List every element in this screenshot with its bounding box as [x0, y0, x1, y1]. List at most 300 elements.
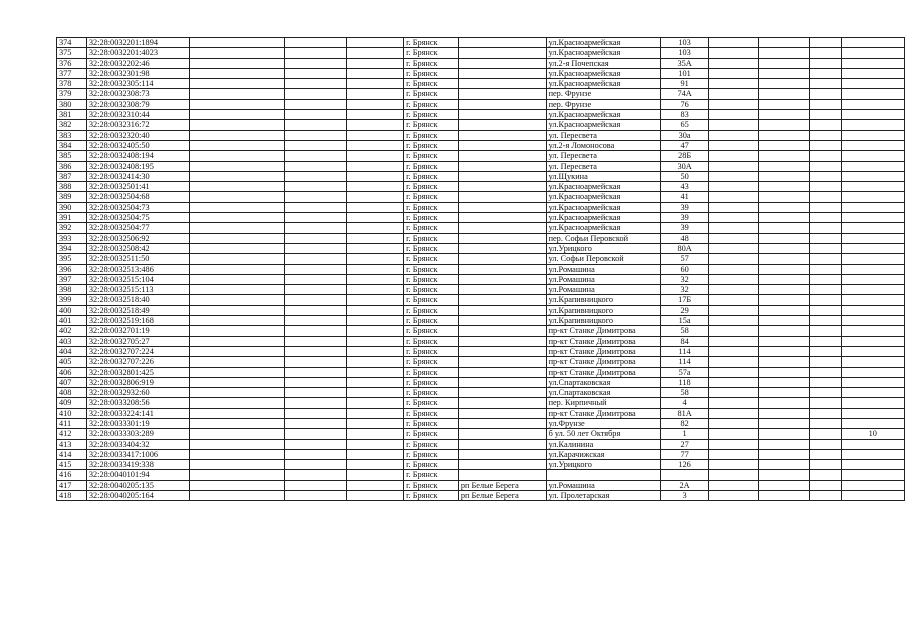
cell-city: г. Брянск [404, 254, 459, 264]
cell-settlement [458, 140, 546, 150]
cell-extra [841, 171, 904, 181]
cell-blank-f [809, 99, 841, 109]
table-row [57, 470, 905, 480]
cell-blank-e [759, 460, 809, 470]
cell-blank-d [708, 192, 758, 202]
cell-extra [841, 202, 904, 212]
cell-extra [841, 161, 904, 171]
cell-city: г. Брянск [404, 192, 459, 202]
cell-blank-e [759, 418, 809, 428]
cell-blank-a [190, 480, 285, 490]
cell-city: г. Брянск [404, 408, 459, 418]
cell-blank-c [346, 48, 403, 58]
cell-blank-f [809, 346, 841, 356]
cell-settlement [458, 326, 546, 336]
cell-blank-c [346, 99, 403, 109]
cell-blank-a [190, 305, 285, 315]
table-row [57, 460, 905, 470]
table-row [57, 480, 905, 490]
cell-city: г. Брянск [404, 274, 459, 284]
cell-blank-c [346, 120, 403, 130]
cell-cadastral: 32:28:0032201:4023 [86, 48, 190, 58]
cell-city: г. Брянск [404, 439, 459, 449]
cell-blank-a [190, 274, 285, 284]
cell-blank-f [809, 418, 841, 428]
cell-cadastral: 32:28:0040205:164 [86, 491, 190, 501]
table-row [57, 429, 905, 439]
cell-blank-b [285, 480, 346, 490]
cell-street: ул.Крапивницкого [546, 295, 661, 305]
cell-blank-d [708, 274, 758, 284]
cell-blank-c [346, 140, 403, 150]
cell-blank-b [285, 429, 346, 439]
cell-street: ул.Ромашина [546, 480, 661, 490]
cell-city: г. Брянск [404, 418, 459, 428]
cell-blank-a [190, 120, 285, 130]
cell-blank-f [809, 68, 841, 78]
cell-blank-b [285, 243, 346, 253]
cell-blank-f [809, 243, 841, 253]
cell-settlement [458, 449, 546, 459]
table-row [57, 130, 905, 140]
cell-blank-a [190, 346, 285, 356]
cell-blank-a [190, 58, 285, 68]
cell-city: г. Брянск [404, 480, 459, 490]
cell-blank-f [809, 336, 841, 346]
cell-num: 402 [57, 326, 87, 336]
cell-cadastral: 32:28:0032308:73 [86, 89, 190, 99]
cell-blank-f [809, 192, 841, 202]
cell-num: 403 [57, 336, 87, 346]
cell-blank-a [190, 38, 285, 48]
cell-street: ул.Красноармейская [546, 120, 661, 130]
cell-house: 80А [661, 243, 709, 253]
cell-city: г. Брянск [404, 89, 459, 99]
cell-cadastral: 32:28:0032932:60 [86, 388, 190, 398]
cell-blank-f [809, 305, 841, 315]
cell-blank-a [190, 398, 285, 408]
cell-extra [841, 336, 904, 346]
cell-extra [841, 460, 904, 470]
cell-city: г. Брянск [404, 388, 459, 398]
cell-city: г. Брянск [404, 120, 459, 130]
cell-settlement [458, 357, 546, 367]
cell-city: г. Брянск [404, 429, 459, 439]
cell-blank-d [708, 418, 758, 428]
cell-extra [841, 130, 904, 140]
cell-num: 404 [57, 346, 87, 356]
cell-house: 15а [661, 316, 709, 326]
cell-cadastral: 32:28:0032308:79 [86, 99, 190, 109]
cell-extra [841, 182, 904, 192]
cell-blank-d [708, 491, 758, 501]
cell-street: ул. Пересвета [546, 130, 661, 140]
cell-house: 84 [661, 336, 709, 346]
table-row [57, 202, 905, 212]
cell-extra [841, 140, 904, 150]
cell-blank-d [708, 285, 758, 295]
cell-extra [841, 223, 904, 233]
cell-num: 380 [57, 99, 87, 109]
cell-settlement [458, 79, 546, 89]
cell-blank-b [285, 79, 346, 89]
cell-cadastral: 32:28:0032501:41 [86, 182, 190, 192]
cell-blank-f [809, 171, 841, 181]
cell-blank-e [759, 79, 809, 89]
cell-street: ул.Ромашина [546, 274, 661, 284]
cell-blank-b [285, 192, 346, 202]
cell-num: 417 [57, 480, 87, 490]
cell-num: 384 [57, 140, 87, 150]
cell-city: г. Брянск [404, 182, 459, 192]
cell-blank-a [190, 408, 285, 418]
cell-blank-e [759, 58, 809, 68]
cell-num: 387 [57, 171, 87, 181]
cell-num: 416 [57, 470, 87, 480]
cell-blank-c [346, 213, 403, 223]
cell-house: 29 [661, 305, 709, 315]
cell-street: ул.Красноармейская [546, 213, 661, 223]
cell-blank-f [809, 377, 841, 387]
cell-house: 65 [661, 120, 709, 130]
cell-num: 382 [57, 120, 87, 130]
cell-cadastral: 32:28:0033208:56 [86, 398, 190, 408]
cadastral-register-table [56, 37, 905, 501]
cell-blank-e [759, 408, 809, 418]
cell-blank-e [759, 398, 809, 408]
cell-blank-b [285, 140, 346, 150]
cell-extra [841, 274, 904, 284]
cell-blank-e [759, 491, 809, 501]
cell-blank-d [708, 367, 758, 377]
table-row [57, 254, 905, 264]
cell-blank-a [190, 357, 285, 367]
table-row [57, 140, 905, 150]
cell-blank-a [190, 140, 285, 150]
cell-blank-e [759, 305, 809, 315]
table-row [57, 439, 905, 449]
cell-blank-b [285, 326, 346, 336]
cell-blank-d [708, 305, 758, 315]
table-row [57, 408, 905, 418]
cell-settlement [458, 213, 546, 223]
cell-blank-c [346, 346, 403, 356]
cell-num: 391 [57, 213, 87, 223]
cell-cadastral: 32:28:0032506:92 [86, 233, 190, 243]
cell-street: пер. Кирпичный [546, 398, 661, 408]
cell-num: 392 [57, 223, 87, 233]
cell-blank-a [190, 418, 285, 428]
cell-blank-e [759, 99, 809, 109]
table-row [57, 182, 905, 192]
cell-house: 58 [661, 326, 709, 336]
cell-extra [841, 346, 904, 356]
cell-house: 32 [661, 274, 709, 284]
cell-blank-c [346, 243, 403, 253]
cell-blank-a [190, 110, 285, 120]
cell-extra [841, 264, 904, 274]
table-row [57, 316, 905, 326]
cell-extra [841, 110, 904, 120]
cell-blank-d [708, 264, 758, 274]
cell-settlement [458, 470, 546, 480]
cell-blank-b [285, 264, 346, 274]
cell-extra [841, 151, 904, 161]
cell-blank-c [346, 439, 403, 449]
cell-extra [841, 408, 904, 418]
cell-blank-f [809, 491, 841, 501]
cell-blank-a [190, 202, 285, 212]
cell-blank-c [346, 254, 403, 264]
cell-settlement [458, 58, 546, 68]
cell-blank-b [285, 316, 346, 326]
table-row [57, 295, 905, 305]
cell-settlement [458, 336, 546, 346]
cell-num: 418 [57, 491, 87, 501]
cell-house: 82 [661, 418, 709, 428]
cell-street: ул. Пересвета [546, 161, 661, 171]
cell-house: 48 [661, 233, 709, 243]
cell-blank-c [346, 449, 403, 459]
cell-house: 103 [661, 48, 709, 58]
cell-cadastral: 32:28:0032316:72 [86, 120, 190, 130]
cell-blank-f [809, 449, 841, 459]
cell-cadastral: 32:28:0032701:19 [86, 326, 190, 336]
cell-extra [841, 480, 904, 490]
cell-city: г. Брянск [404, 491, 459, 501]
cell-settlement [458, 254, 546, 264]
cell-cadastral: 32:28:0033301:19 [86, 418, 190, 428]
cell-blank-c [346, 182, 403, 192]
cell-extra [841, 439, 904, 449]
cell-settlement [458, 130, 546, 140]
cell-extra [841, 243, 904, 253]
cell-street: ул.2-я Ломоносова [546, 140, 661, 150]
cell-blank-e [759, 285, 809, 295]
cell-city: г. Брянск [404, 243, 459, 253]
cell-blank-c [346, 58, 403, 68]
cell-house: 28Б [661, 151, 709, 161]
cell-blank-d [708, 408, 758, 418]
cell-cadastral: 32:28:0032201:1894 [86, 38, 190, 48]
cell-cadastral: 32:28:0032202:46 [86, 58, 190, 68]
cell-blank-a [190, 254, 285, 264]
cell-city: г. Брянск [404, 110, 459, 120]
cell-blank-b [285, 89, 346, 99]
cell-house: 47 [661, 140, 709, 150]
cell-blank-e [759, 120, 809, 130]
cell-blank-d [708, 223, 758, 233]
cell-extra [841, 68, 904, 78]
cell-blank-b [285, 346, 346, 356]
cell-blank-d [708, 213, 758, 223]
cell-blank-c [346, 388, 403, 398]
cell-blank-e [759, 367, 809, 377]
cell-house: 3 [661, 491, 709, 501]
cell-num: 397 [57, 274, 87, 284]
cell-cadastral: 32:28:0032705:27 [86, 336, 190, 346]
cell-cadastral: 32:28:0032508:42 [86, 243, 190, 253]
cell-blank-e [759, 213, 809, 223]
cell-blank-f [809, 326, 841, 336]
cell-cadastral: 32:28:0032504:75 [86, 213, 190, 223]
cell-cadastral: 32:28:0032806:919 [86, 377, 190, 387]
cell-settlement [458, 110, 546, 120]
table-row [57, 99, 905, 109]
cell-house: 81А [661, 408, 709, 418]
cell-street: ул.Карачижская [546, 449, 661, 459]
cell-blank-f [809, 48, 841, 58]
cell-blank-f [809, 285, 841, 295]
cell-blank-c [346, 326, 403, 336]
cell-house: 114 [661, 357, 709, 367]
cell-blank-d [708, 120, 758, 130]
cell-settlement [458, 171, 546, 181]
cell-settlement [458, 367, 546, 377]
cell-cadastral: 32:28:0033404:32 [86, 439, 190, 449]
cell-settlement [458, 233, 546, 243]
cell-house: 76 [661, 99, 709, 109]
cell-settlement [458, 460, 546, 470]
cell-blank-a [190, 285, 285, 295]
cell-blank-b [285, 418, 346, 428]
cell-extra [841, 285, 904, 295]
cell-house: 101 [661, 68, 709, 78]
cell-settlement [458, 305, 546, 315]
cell-street: пр-кт Станке Димитрова [546, 367, 661, 377]
cell-street: ул.Урицкого [546, 243, 661, 253]
cell-extra [841, 58, 904, 68]
cell-city: г. Брянск [404, 285, 459, 295]
cell-city: г. Брянск [404, 449, 459, 459]
cell-blank-c [346, 202, 403, 212]
cell-blank-e [759, 264, 809, 274]
cell-cadastral: 32:28:0032801:425 [86, 367, 190, 377]
cell-extra [841, 89, 904, 99]
cell-house: 2А [661, 480, 709, 490]
table-row [57, 38, 905, 48]
cell-blank-e [759, 316, 809, 326]
cell-blank-c [346, 89, 403, 99]
cell-house: 35А [661, 58, 709, 68]
cell-blank-c [346, 357, 403, 367]
cell-blank-f [809, 161, 841, 171]
cell-blank-d [708, 377, 758, 387]
cell-settlement [458, 38, 546, 48]
cell-blank-f [809, 367, 841, 377]
cell-num: 389 [57, 192, 87, 202]
cell-street: пр-кт Станке Димитрова [546, 346, 661, 356]
cell-blank-c [346, 171, 403, 181]
cell-city: г. Брянск [404, 171, 459, 181]
cell-settlement [458, 264, 546, 274]
cell-settlement [458, 295, 546, 305]
cell-blank-c [346, 491, 403, 501]
cell-blank-a [190, 171, 285, 181]
cell-blank-d [708, 388, 758, 398]
cell-city: г. Брянск [404, 202, 459, 212]
cell-blank-f [809, 274, 841, 284]
table-row [57, 58, 905, 68]
cell-blank-b [285, 48, 346, 58]
cell-settlement [458, 161, 546, 171]
cell-blank-d [708, 171, 758, 181]
table-row [57, 388, 905, 398]
cell-street: пр-кт Станке Димитрова [546, 336, 661, 346]
cell-street: пер. Фрунзе [546, 99, 661, 109]
cell-city: г. Брянск [404, 295, 459, 305]
table-row [57, 79, 905, 89]
cell-city: г. Брянск [404, 316, 459, 326]
cell-blank-a [190, 470, 285, 480]
table-row [57, 192, 905, 202]
cell-extra [841, 48, 904, 58]
cell-street: ул.Красноармейская [546, 79, 661, 89]
cell-blank-b [285, 398, 346, 408]
register-page [56, 37, 905, 501]
cell-blank-b [285, 460, 346, 470]
cell-blank-a [190, 460, 285, 470]
cell-blank-d [708, 161, 758, 171]
cell-city: г. Брянск [404, 38, 459, 48]
cell-blank-a [190, 367, 285, 377]
table-row [57, 398, 905, 408]
cell-street: ул.Красноармейская [546, 110, 661, 120]
cell-blank-d [708, 79, 758, 89]
cell-extra [841, 326, 904, 336]
cell-blank-a [190, 89, 285, 99]
cell-settlement [458, 192, 546, 202]
cell-settlement [458, 202, 546, 212]
cell-city: г. Брянск [404, 213, 459, 223]
cell-blank-b [285, 213, 346, 223]
cell-house: 39 [661, 223, 709, 233]
cell-blank-a [190, 243, 285, 253]
cell-blank-d [708, 233, 758, 243]
cell-extra [841, 449, 904, 459]
cell-street: пр-кт Станке Димитрова [546, 357, 661, 367]
table-row [57, 367, 905, 377]
cell-extra [841, 305, 904, 315]
table-row [57, 346, 905, 356]
cell-house: 32 [661, 285, 709, 295]
cell-blank-f [809, 110, 841, 120]
cell-blank-c [346, 192, 403, 202]
cell-blank-a [190, 130, 285, 140]
cell-settlement [458, 243, 546, 253]
cell-settlement [458, 120, 546, 130]
cell-street: ул.Щукина [546, 171, 661, 181]
cell-cadastral: 32:28:0033419:338 [86, 460, 190, 470]
cell-house: 17Б [661, 295, 709, 305]
cell-blank-e [759, 336, 809, 346]
cell-city: г. Брянск [404, 470, 459, 480]
cell-street: ул.Крапивницкого [546, 305, 661, 315]
cell-num: 396 [57, 264, 87, 274]
cell-city: г. Брянск [404, 264, 459, 274]
table-row [57, 305, 905, 315]
cell-blank-e [759, 223, 809, 233]
cell-blank-f [809, 79, 841, 89]
cell-city: г. Брянск [404, 79, 459, 89]
cell-extra [841, 233, 904, 243]
cell-blank-e [759, 38, 809, 48]
cell-blank-a [190, 68, 285, 78]
cell-blank-b [285, 99, 346, 109]
cell-blank-e [759, 68, 809, 78]
cell-num: 401 [57, 316, 87, 326]
cell-blank-d [708, 48, 758, 58]
